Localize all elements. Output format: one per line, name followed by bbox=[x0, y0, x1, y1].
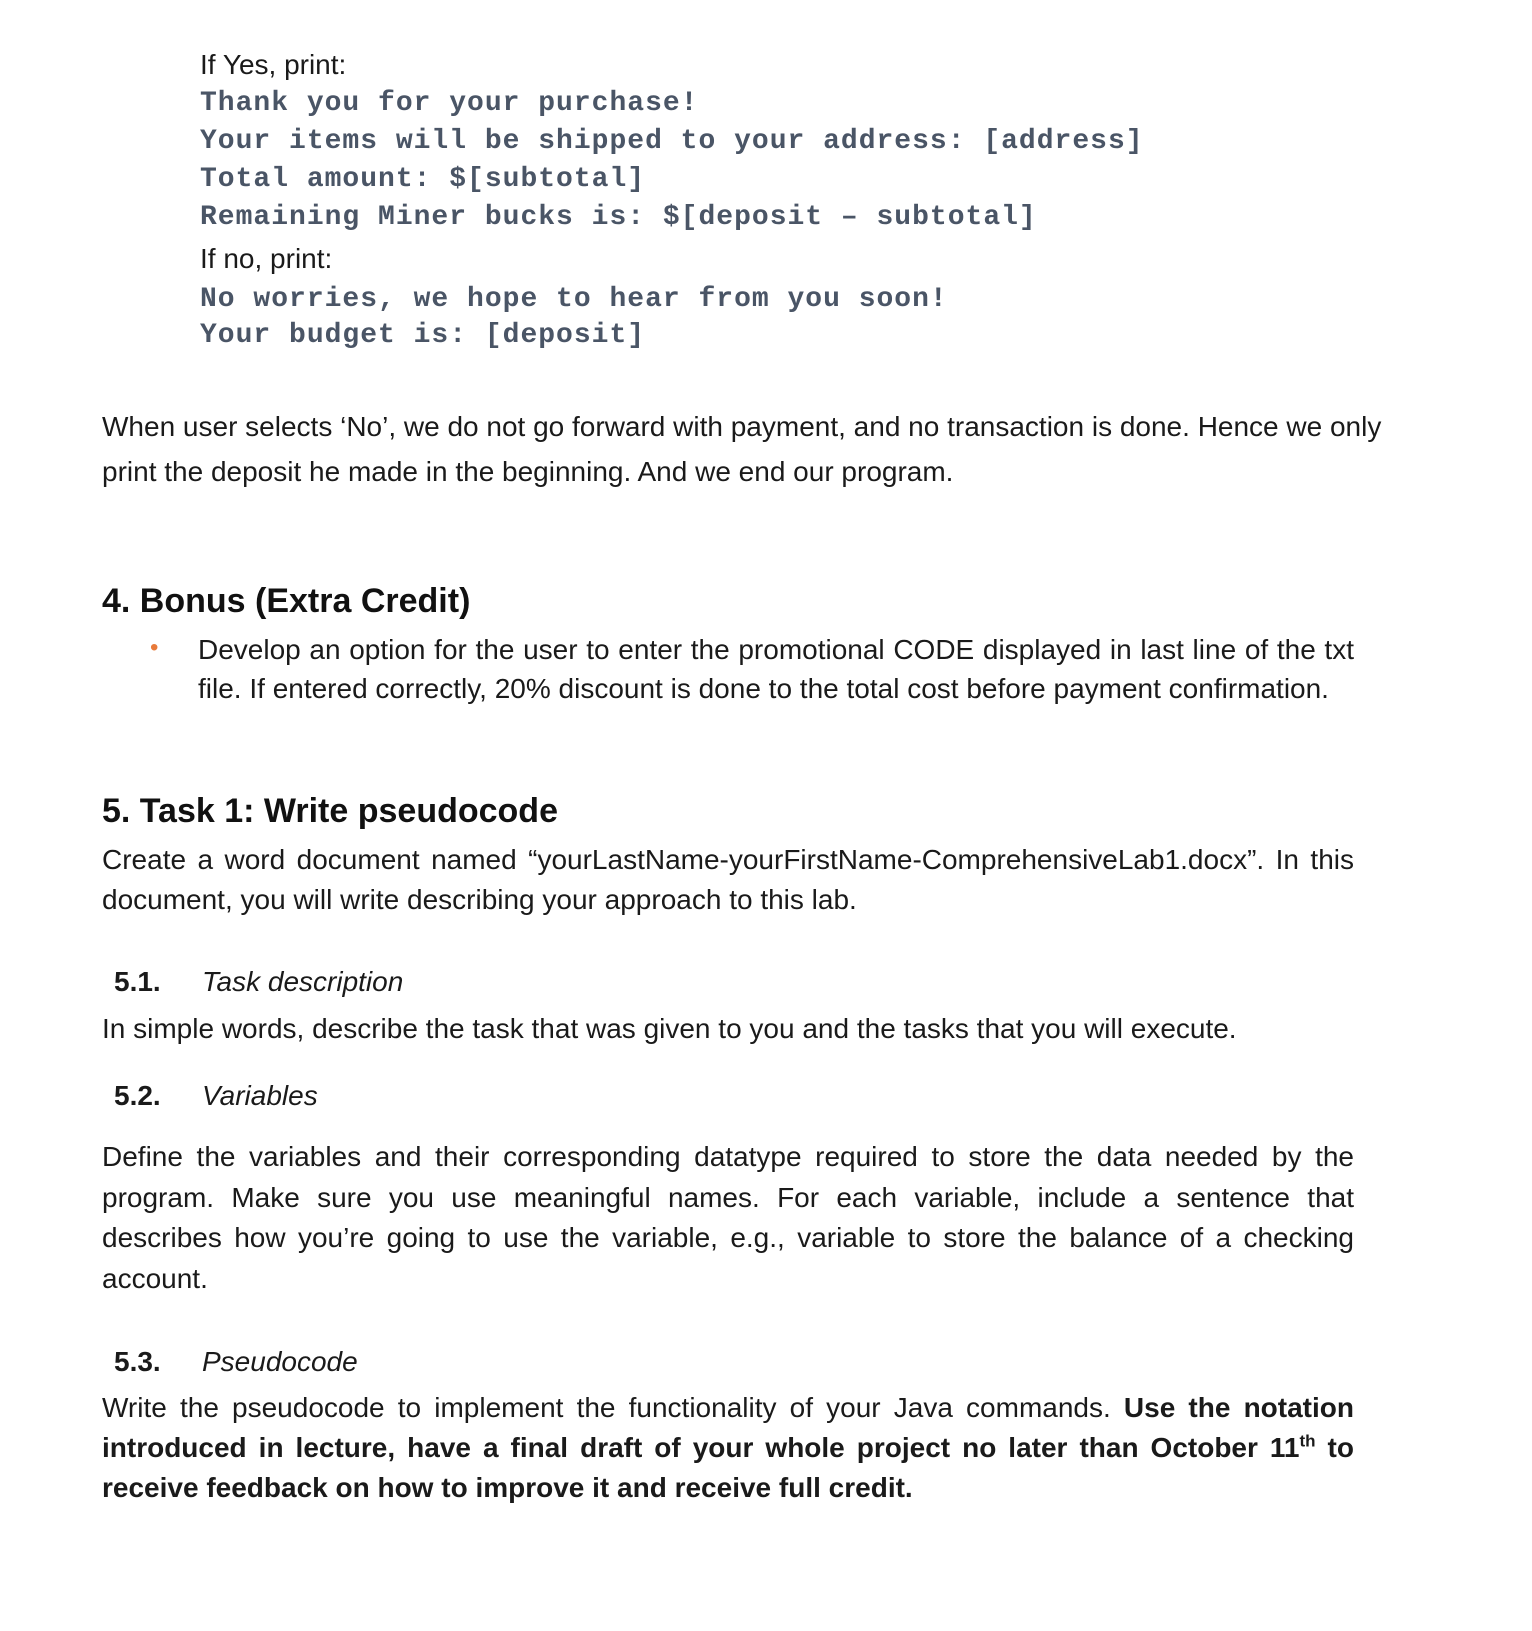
task1-heading: 5. Task 1: Write pseudocode bbox=[102, 792, 558, 830]
subsection-title: Pseudocode bbox=[202, 1346, 358, 1377]
code-line: Remaining Miner bucks is: $[deposit – subtotal] bbox=[200, 202, 1037, 233]
bullet-icon: • bbox=[150, 634, 159, 661]
body-plain-text: Write the pseudocode to implement the functionality of your Java commands. bbox=[102, 1392, 1124, 1423]
bonus-heading: 4. Bonus (Extra Credit) bbox=[102, 582, 471, 620]
subsection-title: Variables bbox=[202, 1080, 318, 1111]
body-bold-text: Use the notation introduced in lecture, have a final draft of your whole project no later than October 11 bbox=[102, 1392, 1354, 1463]
subsection-number: 5.2. bbox=[114, 1080, 161, 1111]
subsection-body: In simple words, describe the task that was given to you and the tasks that you will execute. bbox=[102, 1013, 1237, 1044]
if-yes-label: If Yes, print: bbox=[200, 49, 347, 80]
explanation-paragraph: When user selects ‘No’, we do not go forward with payment, and no transaction is done. Hence we only print the deposit he made in the beginning. And we end our program. bbox=[102, 411, 1382, 487]
subsection-title: Task description bbox=[202, 966, 404, 997]
code-line: No worries, we hope to hear from you soon! bbox=[200, 284, 948, 315]
ordinal-suffix: th bbox=[1299, 1431, 1316, 1451]
subsection-body: Define the variables and their corresponding datatype required to store the data needed by the program. Make sure you use meaningful names. For each variable, include a sentence that describes how you’re going to use the variable, e.g., variable to store the balance of a checking account. bbox=[102, 1141, 1354, 1294]
subsection-number: 5.1. bbox=[114, 966, 161, 997]
code-line: Your budget is: [deposit] bbox=[200, 320, 646, 351]
code-line: Your items will be shipped to your address: [address] bbox=[200, 126, 1144, 157]
subsection-body bbox=[102, 1388, 1354, 1508]
subsection-heading bbox=[114, 966, 403, 998]
subsection-heading bbox=[114, 1346, 358, 1378]
subsection-number: 5.3. bbox=[114, 1346, 161, 1377]
if-no-label: If no, print: bbox=[200, 243, 333, 274]
task1-intro: Create a word document named “yourLastName-yourFirstName-ComprehensiveLab1.docx”. In this document, you will write describing your approach to this lab. bbox=[102, 844, 1354, 915]
body-bold-text-end: to receive feedback on how to improve it and receive full credit. bbox=[102, 1432, 1354, 1503]
code-line: Thank you for your purchase! bbox=[200, 88, 699, 119]
subsection-heading bbox=[114, 1080, 318, 1112]
code-line: Total amount: $[subtotal] bbox=[200, 164, 646, 195]
bonus-bullet-text: Develop an option for the user to enter the promotional CODE displayed in last line of the txt file. If entered correctly, 20% discount is done to the total cost before payment confirmation. bbox=[198, 634, 1354, 704]
